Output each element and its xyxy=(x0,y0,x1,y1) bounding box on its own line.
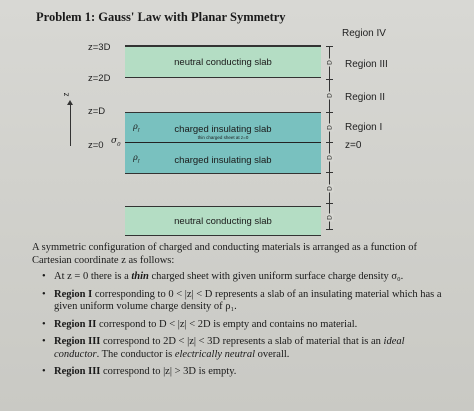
list-item: • Region II correspond to D < |z| < 2D is empty and contains no material. xyxy=(54,319,442,332)
list-item: • Region III correspond to |z| > 3D is empty. xyxy=(54,366,442,379)
axis-tick xyxy=(326,46,333,47)
axis-tick xyxy=(326,112,333,113)
d-interval-label: D xyxy=(326,60,334,65)
z-3d-label: z=3D xyxy=(88,42,111,53)
thin-charged-sheet xyxy=(125,142,321,143)
d-interval-label: D xyxy=(326,215,334,220)
thin-sheet-label: thin charged sheet at z=0 xyxy=(197,135,249,140)
z-d-label: z=D xyxy=(88,106,106,117)
rho-bottom-label: $\rho_I$ xyxy=(133,153,140,165)
z-axis-label: z xyxy=(61,92,71,97)
list-item: • Region III correspond to 2D < |z| < 3D represents a slab of material that is an ideal conductor. The conductor is electrically neutral overall. xyxy=(54,336,442,361)
problem-description xyxy=(32,242,442,384)
d-interval-label: D xyxy=(326,93,334,98)
charged-insulating-slab xyxy=(125,112,321,174)
region-list xyxy=(32,271,442,379)
list-item: • At z = 0 there is a thin charged sheet with given uniform surface charge density σ₀. xyxy=(54,271,442,284)
axis-tick xyxy=(326,79,333,80)
charged-slab-top-label: charged insulating slab xyxy=(174,124,272,135)
list-item: • Region I corresponding to 0 < |z| < D represents a slab of an insulating material which has a given uniform volume charge density of ρ₁. xyxy=(54,289,442,314)
axis-tick xyxy=(326,142,333,143)
neutral-slab-bottom-label: neutral conducting slab xyxy=(174,215,272,227)
axis-tick xyxy=(326,172,333,173)
axis-tick xyxy=(326,229,333,230)
d-interval-label: D xyxy=(326,186,334,191)
z-2d-label: z=2D xyxy=(88,73,111,84)
region-iii-label: Region III xyxy=(345,59,388,70)
problem-title: Problem 1: Gauss' Law with Planar Symmetry xyxy=(36,10,286,24)
charged-slab-bottom-label: charged insulating slab xyxy=(174,155,272,166)
region-ii-label: Region II xyxy=(345,92,386,103)
axis-tick xyxy=(326,203,333,204)
neutral-conducting-slab-top xyxy=(125,46,321,78)
d-interval-label: D xyxy=(326,155,334,160)
z-zero-right-label: z=0 xyxy=(345,140,362,151)
z-axis-line xyxy=(70,104,71,146)
neutral-conducting-slab-bottom xyxy=(125,206,321,236)
region-i-label: Region I xyxy=(345,122,383,133)
neutral-slab-top-label: neutral conducting slab xyxy=(174,56,272,68)
region-iv-label: Region IV xyxy=(342,28,386,39)
sigma-zero-label: $\sigma_0$ xyxy=(111,136,121,148)
d-interval-label: D xyxy=(326,125,334,130)
rho-top-label: $\rho_I$ xyxy=(133,122,140,134)
z-0-label: z=0 xyxy=(88,140,104,151)
intro-paragraph: A symmetric configuration of charged and conducting materials is arranged as a function of Cartesian coordinate z as follows: xyxy=(32,242,417,266)
